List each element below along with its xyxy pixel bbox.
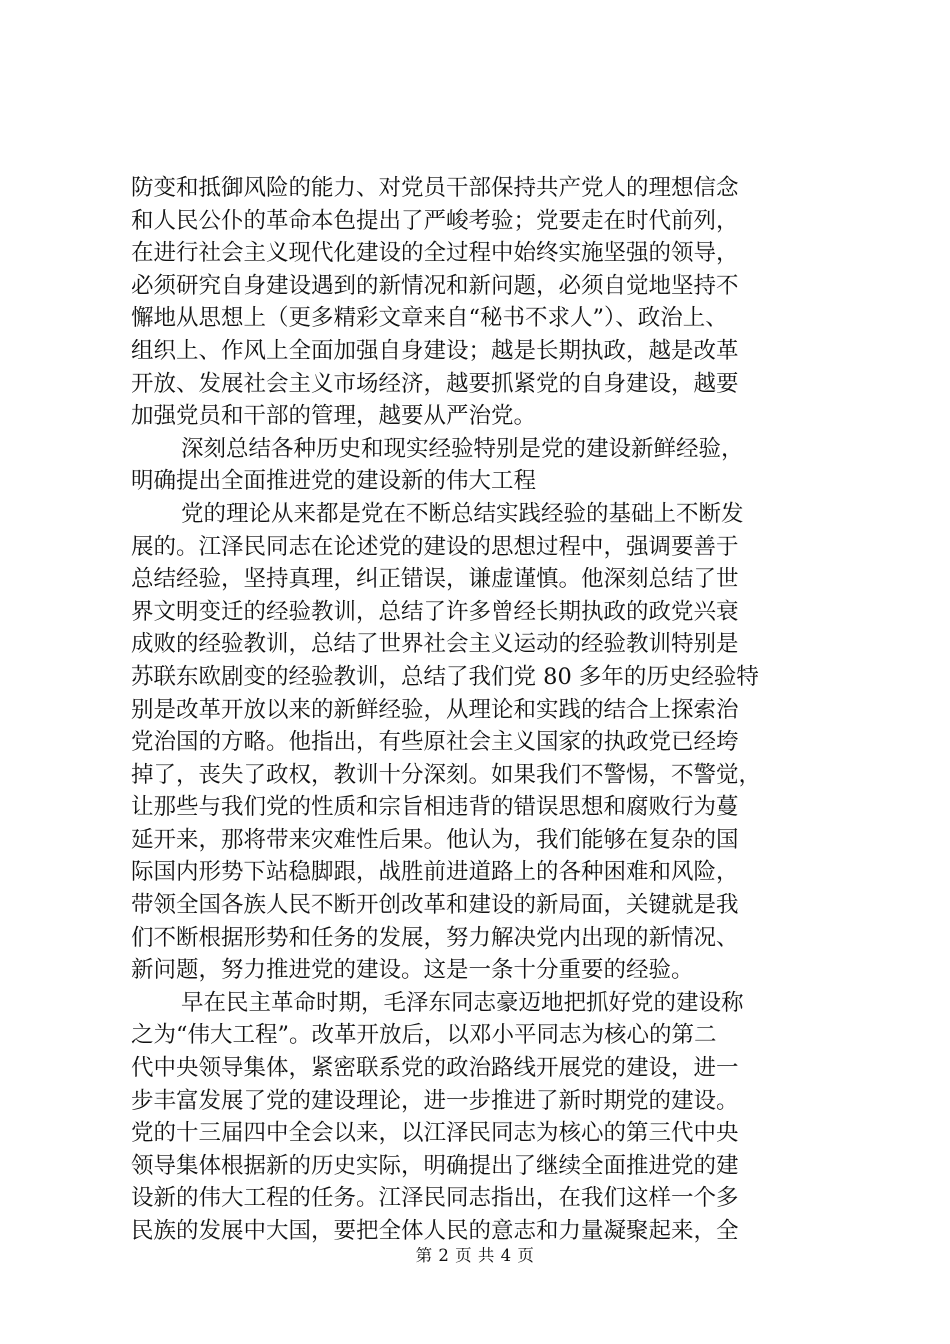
text-line: 党的十三届四中全会以来，以江泽民同志为核心的第三代中央 [131,1120,739,1147]
text-line: 懈地从思想上（更多精彩文章来自“秘书不求人”）、政治上、 [131,305,728,332]
text-line: 让那些与我们党的性质和宗旨相违背的错误思想和腐败行为蔓 [131,794,739,821]
text-line: 带领全国各族人民不断开创改革和建设的新局面，关键就是我 [131,892,739,919]
text-line: 新问题，努力推进党的建设。这是一条十分重要的经验。 [131,957,694,984]
text-line: 和人民公仆的革命本色提出了严峻考验；党要走在时代前列， [131,207,739,234]
text-line: 展的。江泽民同志在论述党的建设的思想过程中，强调要善于 [131,533,739,560]
text-line: 步丰富发展了党的建设理论，进一步推进了新时期党的建设。 [131,1087,739,1114]
text-line: 总结经验，坚持真理，纠正错误，谦虚谨慎。他深刻总结了世 [131,566,739,593]
text-line: 组织上、作风上全面加强自身建设；越是长期执政，越是改革 [131,337,739,364]
text-line: 之为“伟大工程”。改革开放后，以邓小平同志为核心的第二 [131,1022,717,1049]
page-footer: 第 2 页 共 4 页 [415,1246,535,1265]
text-line: 苏联东欧剧变的经验教训，总结了我们党 80 多年的历史经验特 [131,663,759,690]
body-text [131,172,831,1248]
text-line: 民族的发展中大国，要把全体人民的意志和力量凝聚起来，全 [131,1218,739,1244]
text-line: 在进行社会主义现代化建设的全过程中始终实施坚强的领导， [131,240,739,267]
text-line: 成败的经验教训，总结了世界社会主义运动的经验教训特别是 [131,631,739,658]
text-line: 必须研究自身建设遇到的新情况和新问题，必须自觉地坚持不 [131,272,739,299]
text-line: 别是改革开放以来的新鲜经验，从理论和实践的结合上探索治 [131,696,739,723]
paragraph-first-line: 深刻总结各种历史和现实经验特别是党的建设新鲜经验， [181,435,744,462]
text-line: 们不断根据形势和任务的发展，努力解决党内出现的新情况、 [131,924,739,951]
text-line: 开放、发展社会主义市场经济，越要抓紧党的自身建设，越要 [131,370,739,397]
text-line: 明确提出全面推进党的建设新的伟大工程 [131,468,537,495]
text-line: 际国内形势下站稳脚跟，战胜前进道路上的各种困难和风险， [131,859,739,886]
paragraph-first-line: 党的理论从来都是党在不断总结实践经验的基础上不断发 [181,500,744,527]
text-line: 界文明变迁的经验教训，总结了许多曾经长期执政的政党兴衰 [131,598,739,625]
text-line: 设新的伟大工程的任务。江泽民同志指出，在我们这样一个多 [131,1185,739,1212]
text-line: 党治国的方略。他指出，有些原社会主义国家的执政党已经垮 [131,729,739,756]
text-line: 代中央领导集体，紧密联系党的政治路线开展党的建设，进一 [131,1055,739,1082]
text-line: 掉了，丧失了政权，教训十分深刻。如果我们不警惕，不警觉， [131,761,762,788]
paragraph-first-line: 早在民主革命时期，毛泽东同志豪迈地把抓好党的建设称 [181,989,744,1016]
text-line: 加强党员和干部的管理，越要从严治党。 [131,403,537,430]
text-line: 延开来，那将带来灾难性后果。他认为，我们能够在复杂的国 [131,826,739,853]
text-line: 防变和抵御风险的能力、对党员干部保持共产党人的理想信念 [131,175,739,201]
text-line: 领导集体根据新的历史实际，明确提出了继续全面推进党的建 [131,1152,739,1179]
